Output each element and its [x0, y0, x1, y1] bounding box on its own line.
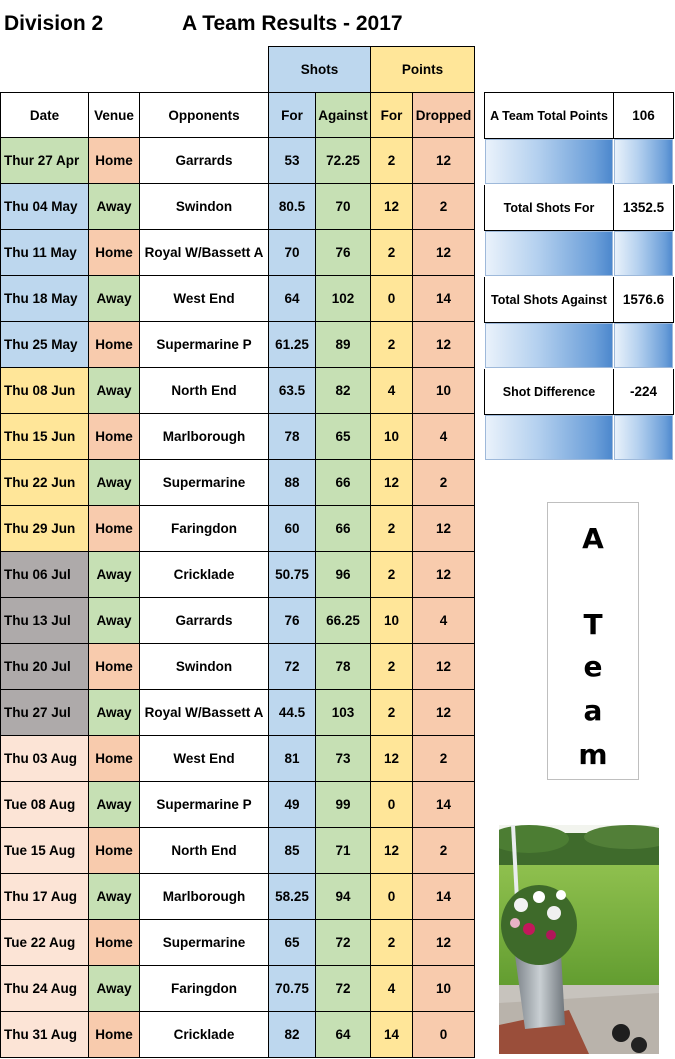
cell-shots-for: 60 — [269, 506, 316, 552]
gradient-cell — [614, 415, 674, 461]
cell-shots-against: 66.25 — [316, 598, 371, 644]
cell-points-dropped: 4 — [413, 414, 475, 460]
cell-points-dropped: 12 — [413, 230, 475, 276]
cell-venue: Home — [89, 322, 140, 368]
table-row — [1, 690, 475, 736]
cell-shots-against: 96 — [316, 552, 371, 598]
cell-shots-for: 70.75 — [269, 966, 316, 1012]
cell-opponent: Swindon — [140, 644, 269, 690]
cell-venue: Away — [89, 184, 140, 230]
cell-opponent: Supermarine — [140, 920, 269, 966]
cell-opponent: Garrards — [140, 598, 269, 644]
cell-date: Thu 13 Jul — [1, 598, 89, 644]
gradient-cell — [614, 139, 674, 185]
cell-venue: Home — [89, 644, 140, 690]
cell-opponent: Cricklade — [140, 1012, 269, 1058]
table-row — [1, 138, 475, 184]
banner-letter: A — [582, 522, 604, 555]
cell-venue: Home — [89, 506, 140, 552]
cell-opponent: North End — [140, 828, 269, 874]
cell-points-for: 2 — [371, 506, 413, 552]
cell-points-dropped: 0 — [413, 1012, 475, 1058]
cell-venue: Away — [89, 460, 140, 506]
cell-shots-for: 63.5 — [269, 368, 316, 414]
table-row — [1, 552, 475, 598]
cell-shots-against: 72 — [316, 966, 371, 1012]
cell-date: Thu 06 Jul — [1, 552, 89, 598]
cell-points-dropped: 14 — [413, 874, 475, 920]
cell-points-for: 12 — [371, 828, 413, 874]
header-date: Date — [1, 93, 89, 138]
table-row — [1, 920, 475, 966]
table-row — [1, 736, 475, 782]
group-header-row — [1, 47, 475, 93]
cell-shots-against: 102 — [316, 276, 371, 322]
cell-shots-against: 89 — [316, 322, 371, 368]
shots-group-header: Shots — [269, 47, 371, 93]
cell-points-dropped: 2 — [413, 460, 475, 506]
cell-shots-for: 81 — [269, 736, 316, 782]
cell-points-for: 2 — [371, 690, 413, 736]
cell-points-for: 0 — [371, 874, 413, 920]
cell-shots-against: 72.25 — [316, 138, 371, 184]
cell-date: Thu 15 Jun — [1, 414, 89, 460]
gradient-cell — [614, 323, 674, 369]
cell-opponent: Royal W/Bassett A — [140, 230, 269, 276]
cell-venue: Away — [89, 552, 140, 598]
header-shots-for: For — [269, 93, 316, 138]
cell-date: Thu 25 May — [1, 322, 89, 368]
cell-venue: Away — [89, 690, 140, 736]
cell-opponent: Swindon — [140, 184, 269, 230]
cell-date: Tue 08 Aug — [1, 782, 89, 828]
banner-letter: e — [583, 650, 603, 683]
cell-points-for: 2 — [371, 138, 413, 184]
cell-shots-against: 72 — [316, 920, 371, 966]
cell-shots-against: 64 — [316, 1012, 371, 1058]
cell-points-for: 10 — [371, 414, 413, 460]
gradient-cell — [614, 231, 674, 277]
cell-venue: Home — [89, 138, 140, 184]
table-row — [1, 368, 475, 414]
cell-points-dropped: 2 — [413, 184, 475, 230]
cell-shots-for: 53 — [269, 138, 316, 184]
cell-shots-against: 66 — [316, 506, 371, 552]
cell-points-dropped: 14 — [413, 782, 475, 828]
cell-points-dropped: 12 — [413, 138, 475, 184]
cell-date: Thu 17 Aug — [1, 874, 89, 920]
cell-shots-for: 82 — [269, 1012, 316, 1058]
cell-points-dropped: 12 — [413, 506, 475, 552]
cell-points-dropped: 12 — [413, 322, 475, 368]
cell-points-for: 2 — [371, 552, 413, 598]
cell-opponent: Cricklade — [140, 552, 269, 598]
cell-shots-for: 65 — [269, 920, 316, 966]
results-table — [0, 46, 475, 1058]
cell-shots-against: 94 — [316, 874, 371, 920]
cell-shots-for: 80.5 — [269, 184, 316, 230]
cell-venue: Home — [89, 1012, 140, 1058]
cell-venue: Away — [89, 782, 140, 828]
table-row — [1, 966, 475, 1012]
cell-shots-for: 64 — [269, 276, 316, 322]
cell-venue: Home — [89, 736, 140, 782]
shot-difference-value: -224 — [614, 369, 674, 415]
shots-for-value: 1352.5 — [614, 185, 674, 231]
cell-points-dropped: 4 — [413, 598, 475, 644]
cell-points-for: 2 — [371, 644, 413, 690]
division-title: Division 2 — [4, 12, 104, 35]
cell-date: Thu 27 Jul — [1, 690, 89, 736]
cell-date: Thu 03 Aug — [1, 736, 89, 782]
header-points-for: For — [371, 93, 413, 138]
cell-shots-for: 70 — [269, 230, 316, 276]
cell-shots-for: 78 — [269, 414, 316, 460]
cell-venue: Home — [89, 414, 140, 460]
cell-date: Thu 31 Aug — [1, 1012, 89, 1058]
cell-date: Tue 22 Aug — [1, 920, 89, 966]
cell-shots-against: 76 — [316, 230, 371, 276]
table-row — [1, 828, 475, 874]
cell-shots-against: 99 — [316, 782, 371, 828]
cell-points-dropped: 12 — [413, 552, 475, 598]
cell-date: Thur 27 Apr — [1, 138, 89, 184]
cell-opponent: Supermarine P — [140, 322, 269, 368]
cell-opponent: Royal W/Bassett A — [140, 690, 269, 736]
cell-shots-for: 88 — [269, 460, 316, 506]
table-row — [1, 1012, 475, 1058]
cell-points-for: 12 — [371, 736, 413, 782]
cell-points-for: 0 — [371, 782, 413, 828]
header-opponents: Opponents — [140, 93, 269, 138]
shot-difference-label: Shot Difference — [485, 369, 614, 415]
cell-points-for: 4 — [371, 966, 413, 1012]
cell-opponent: West End — [140, 736, 269, 782]
cell-points-for: 2 — [371, 322, 413, 368]
banner-letter: a — [583, 694, 603, 727]
total-points-label: A Team Total Points — [485, 93, 614, 139]
cell-date: Thu 18 May — [1, 276, 89, 322]
table-row — [1, 230, 475, 276]
cell-points-dropped: 12 — [413, 644, 475, 690]
cell-date: Thu 24 Aug — [1, 966, 89, 1012]
table-row — [1, 874, 475, 920]
gradient-cell — [485, 323, 614, 369]
cell-venue: Away — [89, 966, 140, 1012]
table-row — [1, 184, 475, 230]
cell-venue: Away — [89, 276, 140, 322]
cell-date: Thu 11 May — [1, 230, 89, 276]
cell-points-dropped: 12 — [413, 690, 475, 736]
table-row — [1, 598, 475, 644]
table-row — [1, 782, 475, 828]
cell-points-dropped: 10 — [413, 368, 475, 414]
cell-date: Tue 15 Aug — [1, 828, 89, 874]
cell-points-for: 12 — [371, 460, 413, 506]
total-points-value: 106 — [614, 93, 674, 139]
cell-venue: Home — [89, 920, 140, 966]
cell-date: Thu 20 Jul — [1, 644, 89, 690]
cell-opponent: Supermarine P — [140, 782, 269, 828]
cell-shots-for: 72 — [269, 644, 316, 690]
cell-points-dropped: 10 — [413, 966, 475, 1012]
banner-letter: m — [578, 738, 608, 771]
cell-points-for: 2 — [371, 230, 413, 276]
header-points-dropped: Dropped — [413, 93, 475, 138]
bowling-green-photo-graphic — [499, 825, 659, 1054]
table-row — [1, 460, 475, 506]
cell-shots-against: 73 — [316, 736, 371, 782]
cell-venue: Home — [89, 828, 140, 874]
table-row — [1, 506, 475, 552]
cell-venue: Away — [89, 368, 140, 414]
gradient-cell — [485, 139, 614, 185]
shots-against-value: 1576.6 — [614, 277, 674, 323]
cell-opponent: Garrards — [140, 138, 269, 184]
cell-shots-for: 50.75 — [269, 552, 316, 598]
cell-opponent: Faringdon — [140, 506, 269, 552]
points-group-header: Points — [371, 47, 475, 93]
cell-points-for: 12 — [371, 184, 413, 230]
cell-shots-against: 65 — [316, 414, 371, 460]
shots-for-label: Total Shots For — [485, 185, 614, 231]
cell-date: Thu 29 Jun — [1, 506, 89, 552]
cell-shots-against: 82 — [316, 368, 371, 414]
cell-points-for: 0 — [371, 276, 413, 322]
cell-venue: Home — [89, 230, 140, 276]
cell-date: Thu 08 Jun — [1, 368, 89, 414]
cell-date: Thu 04 May — [1, 184, 89, 230]
cell-venue: Away — [89, 874, 140, 920]
cell-points-for: 14 — [371, 1012, 413, 1058]
cell-points-for: 4 — [371, 368, 413, 414]
table-row — [1, 276, 475, 322]
cell-opponent: West End — [140, 276, 269, 322]
cell-points-dropped: 14 — [413, 276, 475, 322]
summary-table — [484, 92, 674, 461]
cell-shots-against: 103 — [316, 690, 371, 736]
table-row — [1, 322, 475, 368]
cell-shots-against: 71 — [316, 828, 371, 874]
cell-points-dropped: 2 — [413, 828, 475, 874]
cell-shots-for: 85 — [269, 828, 316, 874]
a-team-banner — [547, 502, 639, 780]
cell-shots-for: 49 — [269, 782, 316, 828]
cell-points-for: 10 — [371, 598, 413, 644]
cell-shots-for: 61.25 — [269, 322, 316, 368]
cell-opponent: Marlborough — [140, 414, 269, 460]
header-shots-against: Against — [316, 93, 371, 138]
cell-shots-for: 76 — [269, 598, 316, 644]
page-title: A Team Results - 2017 — [182, 12, 403, 35]
cell-shots-against: 66 — [316, 460, 371, 506]
cell-opponent: North End — [140, 368, 269, 414]
cell-opponent: Marlborough — [140, 874, 269, 920]
gradient-cell — [485, 231, 614, 277]
cell-date: Thu 22 Jun — [1, 460, 89, 506]
cell-venue: Away — [89, 598, 140, 644]
cell-points-dropped: 2 — [413, 736, 475, 782]
cell-shots-for: 58.25 — [269, 874, 316, 920]
cell-opponent: Faringdon — [140, 966, 269, 1012]
blank-cell — [1, 47, 269, 93]
cell-shots-against: 70 — [316, 184, 371, 230]
table-row — [1, 414, 475, 460]
cell-points-dropped: 12 — [413, 920, 475, 966]
header-venue: Venue — [89, 93, 140, 138]
cell-shots-for: 44.5 — [269, 690, 316, 736]
gradient-cell — [485, 415, 614, 461]
shots-against-label: Total Shots Against — [485, 277, 614, 323]
bowling-green-photo — [499, 825, 659, 1054]
table-row — [1, 644, 475, 690]
cell-opponent: Supermarine — [140, 460, 269, 506]
column-header-row — [1, 93, 475, 138]
banner-letter: T — [583, 608, 603, 641]
cell-shots-against: 78 — [316, 644, 371, 690]
cell-points-for: 2 — [371, 920, 413, 966]
